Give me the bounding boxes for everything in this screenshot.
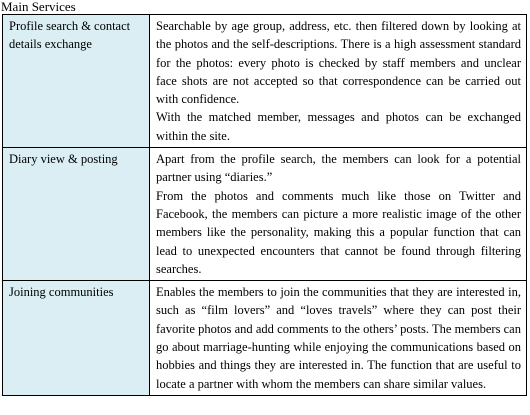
description-paragraph: Searchable by age group, address, etc. then filtered down by looking at the photos and the self-descriptions. There is a high assessment standard for the photos: every photo is checked by staff members and unclear face shots are not accepted so that correspondence can be carried out with confidence.: [156, 19, 521, 107]
service-description-diary: [150, 148, 527, 281]
service-label-diary: Diary view & posting: [3, 148, 150, 281]
table-row: [3, 281, 527, 396]
service-description-communities: [150, 281, 527, 396]
service-label-communities: Joining communities: [3, 281, 150, 396]
description-paragraph: Enables the members to join the communities that they are interested in, such as “film lovers” and “loves travels” where they can post their favorite photos and add comments to the others’ posts. The members can go about marriage-hunting while enjoying the communications based on hobbies and things they are interested in. The function that are useful to locate a partner with whom the members can share similar values.: [156, 285, 521, 391]
service-label-profile-search: Profile search & contact details exchange: [3, 15, 150, 148]
table-row: [3, 148, 527, 281]
service-description-profile-search: [150, 15, 527, 148]
main-services-table: [2, 14, 527, 396]
description-paragraph: Apart from the profile search, the members can look for a potential partner using “diaries.”: [156, 152, 521, 185]
table-caption: Main Services: [1, 0, 76, 14]
description-paragraph: From the photos and comments much like those on Twitter and Facebook, the members can picture a more realistic image of the other members like the personality, making this a popular function that can lead to unexpected encounters that cannot be found through filtering searches.: [156, 188, 521, 276]
description-paragraph: With the matched member, messages and photos can be exchanged within the site.: [156, 110, 521, 143]
table-row: [3, 15, 527, 148]
